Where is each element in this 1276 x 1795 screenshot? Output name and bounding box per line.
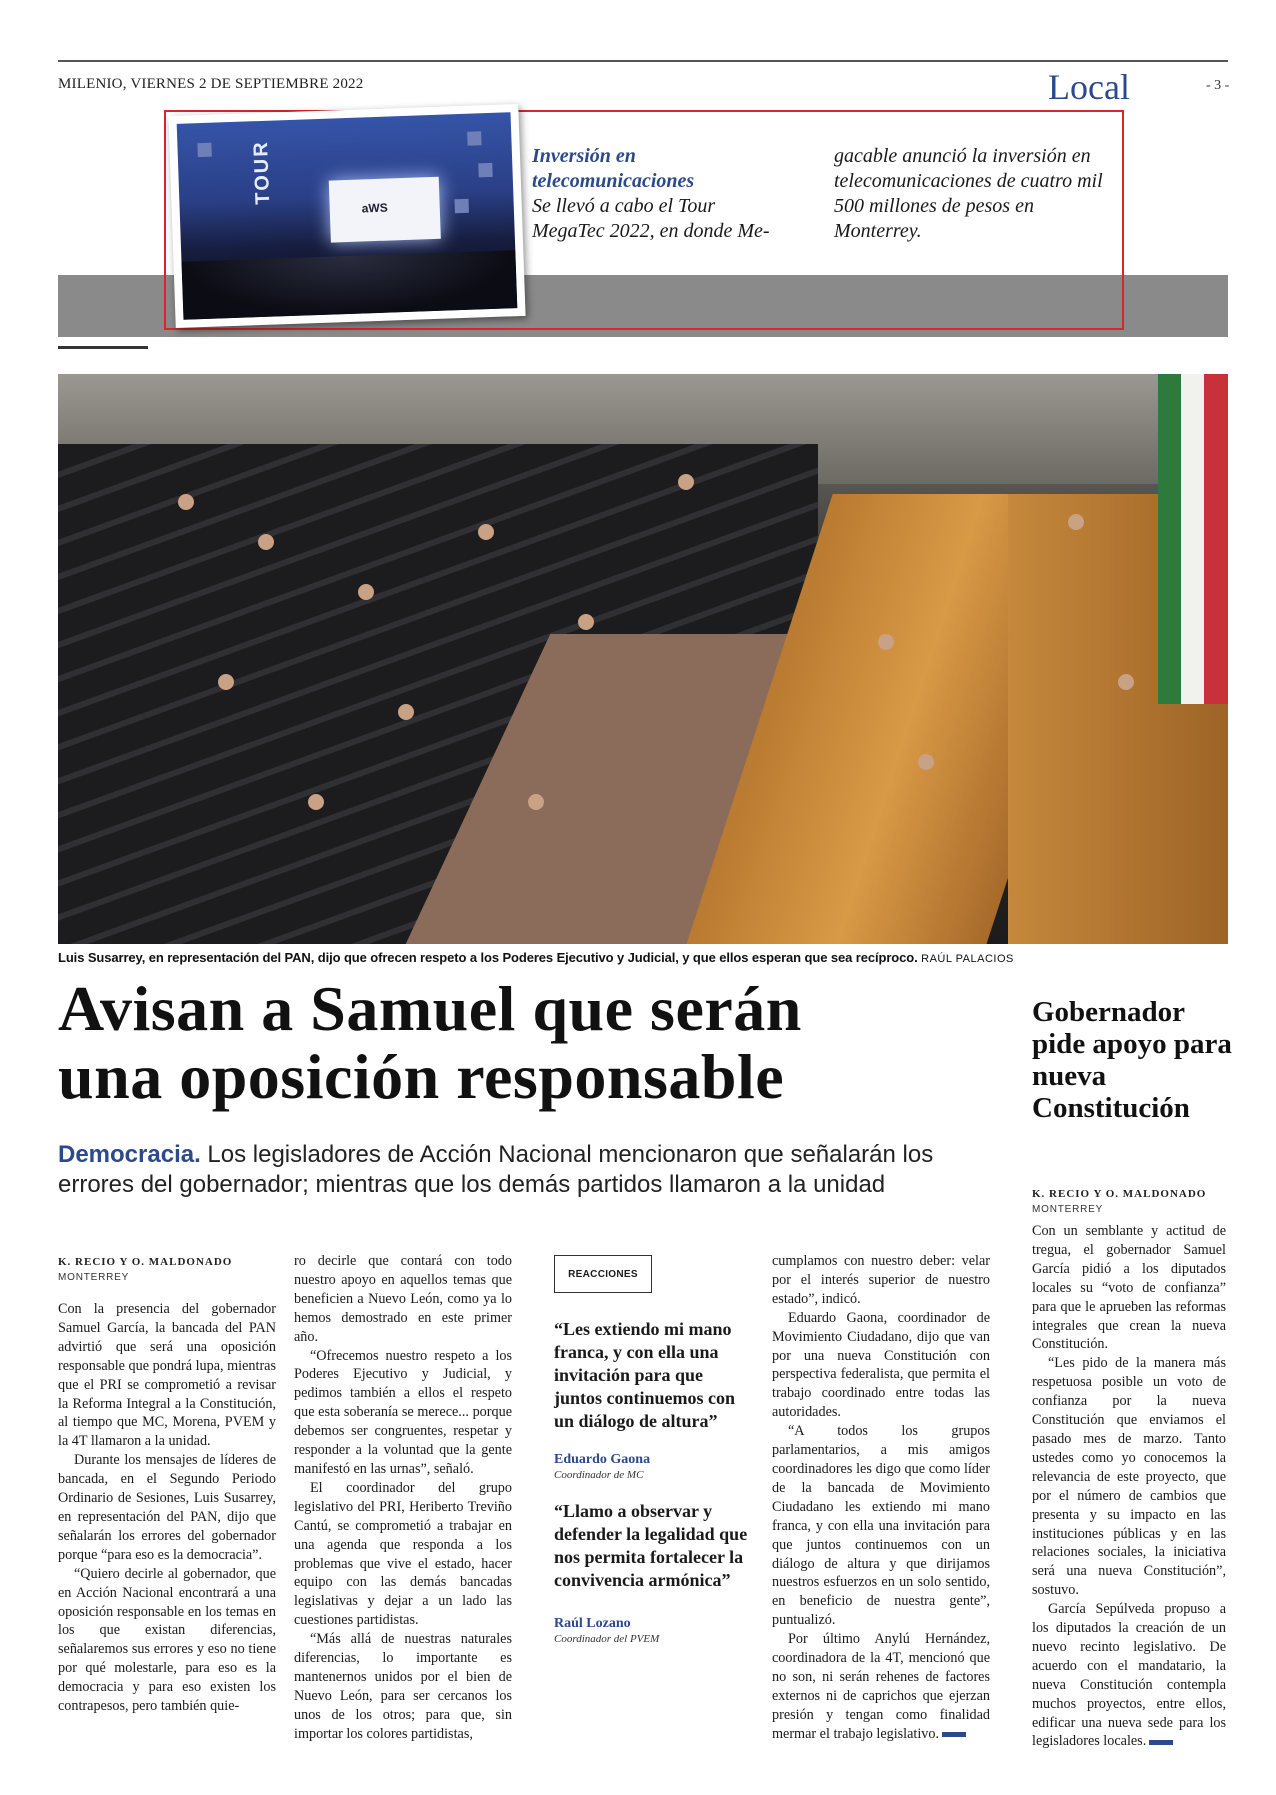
paragraph-text: Por último Anylú Hernández, coordinadora de la 4T, mencionó que no son, ni serán rehenes de factores externos ni de caprichos que ejerzan presión y tengan como finalidad mermar el trabajo legislativo. xyxy=(772,1631,990,1742)
promo-text-col2: gacable anunció la inversión en telecomunicaciones de cuatro mil 500 millones de pesos en Monterrey. xyxy=(834,145,1103,242)
legislator xyxy=(258,534,274,550)
paragraph: “A todos los grupos parlamentarios, a mis amigos coordinadores les digo que como líder de la bancada de Movimiento Ciudadano les extiendo mi mano franca, y con ella una invitación para que juntos continuemos con un diálogo de altura y que dirijamos nuestros esfuerzos en un solo sentido, en beneficio de nuestra gente”, puntualizó. xyxy=(772,1423,990,1629)
paragraph: ro decirle que contará con todo nuestro apoyo en aquellos temas que beneficien a Nuevo León, como ya lo hemos demostrado en este primer año. xyxy=(294,1253,512,1345)
page-number: - 3 - xyxy=(1206,78,1230,93)
main-photo xyxy=(58,374,1228,944)
photo-caption xyxy=(58,950,1228,965)
end-mark-icon xyxy=(942,1732,966,1737)
paragraph: “Más allá de nuestras naturales diferencias, lo importante es mantenernos unidos por el bien de Nuevo León, para ser cercanos los unos de los otros; para que, sin importar los colores partidistas, xyxy=(294,1631,512,1742)
top-rule xyxy=(58,60,1228,62)
paragraph: Durante los mensajes de líderes de bancada, en el Segundo Periodo Ordinario de Sesiones, Luis Susarrey, en representación del PAN, dijo que señalarán los errores del gobernador porque “para eso es la democracia”. xyxy=(58,1452,276,1563)
legislator xyxy=(308,794,324,810)
sidebar-byline: K. RECIO Y O. MALDONADO xyxy=(1032,1188,1207,1200)
legislator xyxy=(478,524,494,540)
paragraph: Eduardo Gaona, coordinador de Movimiento Ciudadano, dijo que van por una nueva Constitución con perspectiva federalista, que permita el trabajo coordinado entre todas las autoridades. xyxy=(772,1309,990,1421)
paragraph: Con un semblante y actitud de tregua, el gobernador Samuel García pidió a los diputados locales su “voto de confianza” para que le aprueben las reformas integrales que crean la nueva Constitución. xyxy=(1032,1223,1226,1353)
legislator xyxy=(528,794,544,810)
legislator xyxy=(578,614,594,630)
reactions-label: REACCIONES xyxy=(554,1255,652,1293)
stage-panel xyxy=(454,199,468,213)
article-column-2 xyxy=(294,1252,512,1744)
reaction-author-1: Eduardo Gaona xyxy=(554,1452,651,1467)
promo-photo xyxy=(168,104,525,328)
paragraph-text: García Sepúlveda propuso a los diputados la creación de un nuevo recinto legislativo. De acuerdo con el mandatario, la nueva Constitución contempla muchos proyectos, entre ellos, edificar una nueva sede para los legisladores locales. xyxy=(1032,1601,1226,1750)
stage-screen xyxy=(329,177,441,243)
stage-panel xyxy=(478,163,492,177)
dek-kicker: Democracia. xyxy=(58,1141,201,1168)
paragraph: cumplamos con nuestro deber: velar por el interés superior de nuestro estado”, indicó. xyxy=(772,1253,990,1307)
paragraph: Con la presencia del gobernador Samuel García, la bancada del PAN advirtió que será una oposición responsable que pondrá lupa, mientras que el PRI se comprometió a revisar la Reforma Integral a la Constitución, al tiempo que MC, Morena, PVEM y la 4T llamaron a la unidad. xyxy=(58,1301,276,1450)
paragraph: “Les pido de la manera más respetuosa posible un voto de confianza por la nueva Constitución que enviamos el pasado mes de marzo. Tanto ustedes como yo conocemos la relevancia de este proyecto, que por el número de cambios que presenta y su impacto en las instituciones públicas y en las relaciones sociales, la iniciativa será una nueva Constitución”, sostuvo. xyxy=(1032,1355,1226,1599)
reaction-author-2: Raúl Lozano xyxy=(554,1616,631,1631)
legislator xyxy=(918,754,934,770)
stage-panel xyxy=(197,143,211,157)
band-tick xyxy=(58,346,148,349)
promo-title xyxy=(532,144,782,194)
legislator xyxy=(178,494,194,510)
promo-title-line2: telecomunicaciones xyxy=(532,170,695,192)
end-mark-icon xyxy=(1149,1740,1173,1745)
article-column-4 xyxy=(772,1252,990,1744)
reaction-role-1: Coordinador de MC xyxy=(554,1469,644,1481)
promo-title-line1: Inversión en xyxy=(532,145,636,167)
headline-line2: una oposición responsable xyxy=(58,1041,785,1112)
sidebar-dateline: MONTERREY xyxy=(1032,1204,1104,1215)
legislator xyxy=(1068,514,1084,530)
stage-panel xyxy=(467,131,481,145)
promo-photo-side-text: TOUR xyxy=(249,139,275,205)
section-name: Local xyxy=(1048,67,1130,107)
sidebar-headline: Gobernador pide apoyo para nueva Constitución xyxy=(1032,996,1232,1124)
stage-screen-text: aWS xyxy=(361,200,388,216)
paragraph xyxy=(1032,1600,1226,1751)
dek xyxy=(58,1140,1008,1200)
paragraph xyxy=(772,1630,990,1743)
article-dateline: MONTERREY xyxy=(58,1272,130,1283)
photo-credit: RAÚL PALACIOS xyxy=(921,953,1014,965)
promo-text-col1: Se llevó a cabo el Tour MegaTec 2022, en donde Me- xyxy=(532,195,770,242)
paragraph: El coordinador del grupo legislativo del PRI, Heriberto Treviño Cantú, se comprometió a trabajar en una agenda que responda a los problemas que vive el estado, hacer equipo con las demás bancadas legislativas y dejar a un lado las cuestiones partidistas. xyxy=(294,1479,512,1629)
photo-caption-text: Luis Susarrey, en representación del PAN, dijo que ofrecen respeto a los Poderes Ejecutivo y Judicial, y que ellos esperan que sea recíproco. xyxy=(58,950,918,965)
promo-photo-image xyxy=(177,112,518,320)
audience xyxy=(181,250,517,320)
legislator xyxy=(358,584,374,600)
article-byline: K. RECIO Y O. MALDONADO xyxy=(58,1256,233,1268)
legislator xyxy=(878,634,894,650)
paragraph: “Quiero decirle al gobernador, que en Acción Nacional encontrará a una oposición responsable en los temas en los que existan diferencias, señalaremos sus errores y eso no tiene por qué molestarle, para eso es la democracia y para eso existen los contrapesos, pero también quie- xyxy=(58,1565,276,1715)
paragraph: “Ofrecemos nuestro respeto a los Poderes Ejecutivo y Judicial, y pedimos también a ellos el respeto que esta soberanía se merece... porque debemos ser congruentes, respetar y responder a la voluntad que la gente manifestó en las urnas”, señaló. xyxy=(294,1347,512,1477)
masthead: MILENIO, VIERNES 2 DE SEPTIEMBRE 2022 xyxy=(58,76,364,92)
legislator xyxy=(1118,674,1134,690)
sidebar-column xyxy=(1032,1222,1226,1751)
reaction-role-2: Coordinador del PVEM xyxy=(554,1633,660,1645)
headline-line1: Avisan a Samuel que serán xyxy=(58,973,802,1044)
dek-text: Los legisladores de Acción Nacional mencionaron que señalarán los errores del gobernador; mientras que los demás partidos llamaron a la unidad xyxy=(58,1141,934,1198)
legislator xyxy=(398,704,414,720)
legislator xyxy=(678,474,694,490)
article-column-1 xyxy=(58,1300,276,1716)
reaction-quote-1: “Les extiendo mi mano franca, y con ella una invitación para que juntos continuemos con un diálogo de altura” xyxy=(554,1319,736,1431)
mexican-flag xyxy=(1158,374,1228,704)
reaction-quote-2: “Llamo a observar y defender la legalidad que nos permita fortalecer la convivencia armónica” xyxy=(554,1501,748,1590)
headline xyxy=(58,975,1008,1111)
legislator xyxy=(218,674,234,690)
